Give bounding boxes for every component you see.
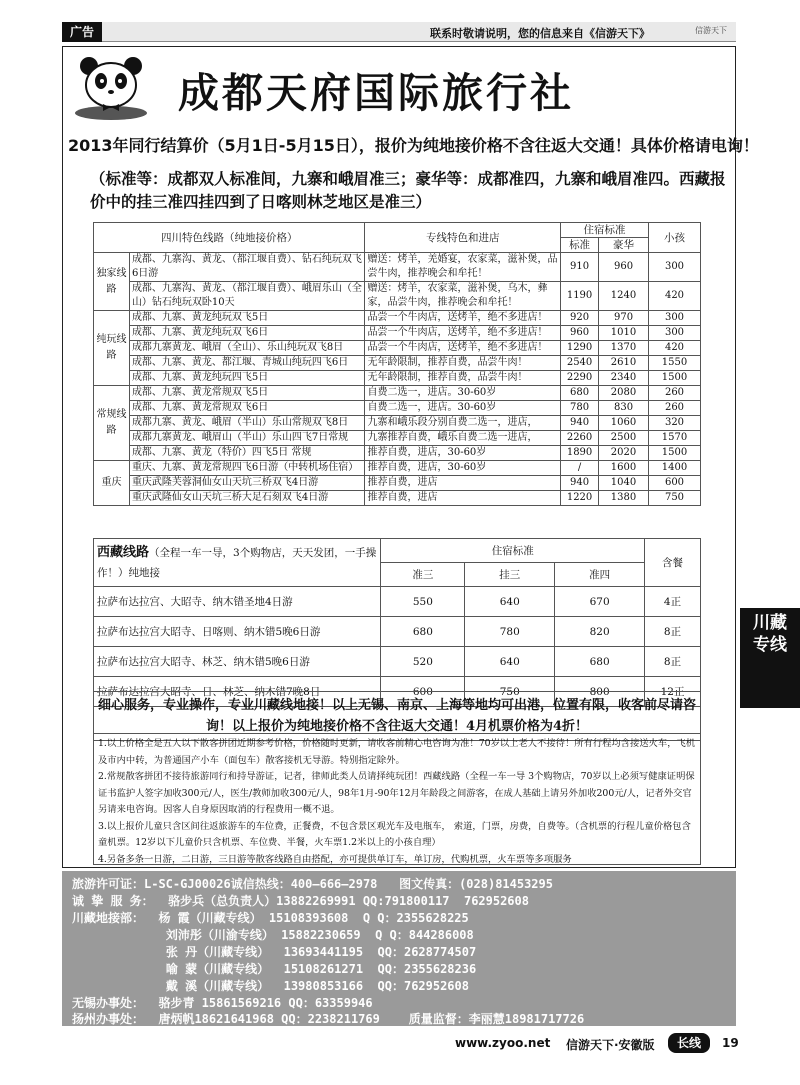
child-price: 1500 bbox=[649, 446, 701, 461]
standard-price: 940 bbox=[561, 416, 599, 431]
contact-line: 旅游许可证：L-SC-GJ00026诚信热线：400—666—2978 图文传真：(028)81453295 bbox=[72, 877, 553, 891]
route-cell: 成都九寨黄龙、峨眉（全山）、乐山纯玩双飞8日 bbox=[129, 341, 365, 356]
features-cell: 无年龄限制，推荐自费，品尝牛肉！ bbox=[365, 371, 561, 386]
contact-line: 诚 挚 服 务： 骆步兵（总负责人）13882269991 QQ:791800117 762952608 bbox=[72, 894, 529, 908]
price-zhunsi: 800 bbox=[555, 677, 645, 707]
source-notice: 联系时敬请说明，您的信息来自《信游天下》 bbox=[430, 27, 650, 40]
magazine-name: 信游天下·安徽版 bbox=[566, 1038, 655, 1052]
standard-note: （标准等：成都双人标准间，九寨和峨眉准三；豪华等：成都准四，九寨和峨眉准四。西藏报价中的挂三准四挂四到了日喀则林芝地区是准三） bbox=[90, 170, 726, 211]
page-number: 19 bbox=[722, 1036, 739, 1050]
tibet-route-cell: 拉萨布达拉宫大昭寺、日、林芝、纳木错7晚8日 bbox=[94, 677, 381, 707]
price-guasan: 750 bbox=[465, 677, 555, 707]
standard-price: / bbox=[561, 461, 599, 476]
child-price: 420 bbox=[649, 341, 701, 356]
standard-price: 910 bbox=[561, 253, 599, 282]
features-cell: 推荐自费，进店 bbox=[365, 476, 561, 491]
term-item: 1.以上价格全是五人以下散客拼团近期参考价格，价格随时更新，请收客前精心电咨询为准！70岁以上老人不接待！所有行程均含接送火车，飞机及市内中转，为普通国产小车（面包车）散客接机无导游。特别指定除外。 bbox=[98, 738, 696, 766]
route-cell: 成都、九寨、黄龙纯玩双飞6日 bbox=[129, 326, 365, 341]
child-price: 1400 bbox=[649, 461, 701, 476]
header-child: 小孩 bbox=[649, 223, 701, 253]
price-guasan: 640 bbox=[465, 587, 555, 617]
tibet-route-cell: 拉萨布达拉宫、大昭寺、纳木错圣地4日游 bbox=[94, 587, 381, 617]
table-row bbox=[94, 476, 701, 491]
term-item: 3.以上报价儿童只含区间往返旅游车的车位费，正餐费，不包含景区观光车及电瓶车， 索道，门票，房费，自费等。（含机票的行程儿童价格包含童机票。12岁以下儿童价只含机票、车位费、半餐，火车票1.2米以上的小孩自理） bbox=[98, 820, 691, 848]
price-zhunsan: 600 bbox=[381, 677, 465, 707]
contact-line: 戴 溪（川藏专线） 13980853166 QQ：762952608 bbox=[72, 979, 469, 993]
child-price: 320 bbox=[649, 416, 701, 431]
standard-price: 2290 bbox=[561, 371, 599, 386]
features-cell: 赠送：烤羊，羌婚宴，农家菜，滋补煲，品尝牛肉，推荐晚会和牟托！ bbox=[365, 253, 561, 282]
tibet-price-table bbox=[93, 538, 701, 707]
table-row bbox=[94, 282, 701, 311]
features-cell: 品尝一个牛肉店，送烤羊，绝不多进店！ bbox=[365, 311, 561, 326]
standard-price: 780 bbox=[561, 401, 599, 416]
contact-line: 刘沛彤（川渝专线） 15882230659 Q Q：844286008 bbox=[72, 928, 474, 942]
route-cell: 成都、九寨、黄龙常规双飞6日 bbox=[129, 401, 365, 416]
features-cell: 推荐自费，进店 bbox=[365, 491, 561, 506]
standard-price: 2540 bbox=[561, 356, 599, 371]
table-row bbox=[94, 341, 701, 356]
tibet-header-accommodation: 住宿标准 bbox=[381, 539, 645, 563]
table-row bbox=[94, 491, 701, 506]
route-cell: 成都九寨黄龙、峨眉山（半山）乐山四飞7日常规 bbox=[129, 431, 365, 446]
price-zhunsan: 520 bbox=[381, 647, 465, 677]
price-zhunsi: 820 bbox=[555, 617, 645, 647]
child-price: 600 bbox=[649, 476, 701, 491]
luxury-price: 1600 bbox=[599, 461, 649, 476]
standard-price: 2260 bbox=[561, 431, 599, 446]
section-badge: 长线 bbox=[668, 1033, 710, 1053]
features-cell: 品尝一个牛肉店，送烤羊，绝不多进店！ bbox=[365, 341, 561, 356]
child-price: 300 bbox=[649, 253, 701, 282]
luxury-price: 1380 bbox=[599, 491, 649, 506]
price-zhunsan: 550 bbox=[381, 587, 465, 617]
brand-mini-logo: 信游天下 bbox=[695, 26, 727, 35]
contact-line: 扬州办事处： 唐炳帆18621641968 QQ：2238211769 质量监督：李丽慧18981717726 bbox=[72, 1012, 585, 1026]
route-cell: 成都、九寨、黄龙纯玩四飞5日 bbox=[129, 371, 365, 386]
header-features: 专线特色和进店 bbox=[365, 223, 561, 253]
tibet-route-cell: 拉萨布达拉宫大昭寺、日喀则、纳木错5晚6日游 bbox=[94, 617, 381, 647]
route-cell: 成都、九寨、黄龙纯玩双飞5日 bbox=[129, 311, 365, 326]
term-item: 4.另备多条一日游，二日游，三日游等散客线路自由搭配，亦可提供单订车，单订房，代购机票，火车票等多项服务 bbox=[98, 853, 572, 865]
luxury-price: 1040 bbox=[599, 476, 649, 491]
child-price: 1550 bbox=[649, 356, 701, 371]
route-cell: 成都、九寨沟、黄龙、（都江堰自费）、峨眉乐山（全山）钻石纯玩双卧10天 bbox=[129, 282, 365, 311]
table-row bbox=[94, 446, 701, 461]
header-standard: 标准 bbox=[561, 238, 599, 253]
standard-price: 1190 bbox=[561, 282, 599, 311]
tibet-col-zhunsan: 准三 bbox=[381, 563, 465, 587]
features-cell: 品尝一个牛肉店，送烤羊，绝不多进店！ bbox=[365, 326, 561, 341]
standard-price: 960 bbox=[561, 326, 599, 341]
route-cell: 成都、九寨、黄龙（特价）四飞5日 常规 bbox=[129, 446, 365, 461]
tibet-header-meal: 含餐 bbox=[645, 539, 701, 587]
features-cell: 无年龄限制，推荐自费，品尝牛肉！ bbox=[365, 356, 561, 371]
price-subtitle: 2013年同行结算价（5月1日-5月15日），报价为纯地接价格不含往返大交通！具体价格请电询！ bbox=[68, 136, 759, 155]
contact-line: 张 丹（川藏专线） 13693441195 QQ：2628774507 bbox=[72, 945, 477, 959]
route-category: 重庆 bbox=[94, 461, 130, 506]
child-price: 260 bbox=[649, 401, 701, 416]
luxury-price: 2020 bbox=[599, 446, 649, 461]
luxury-price: 1060 bbox=[599, 416, 649, 431]
child-price: 300 bbox=[649, 326, 701, 341]
table-row bbox=[94, 386, 701, 401]
luxury-price: 2080 bbox=[599, 386, 649, 401]
features-cell: 赠送：烤羊，农家菜，滋补煲，乌木，彝家，品尝牛肉，推荐晚会和牟托！ bbox=[365, 282, 561, 311]
ad-label: 广告 bbox=[62, 22, 102, 42]
table-row bbox=[94, 416, 701, 431]
standard-price: 940 bbox=[561, 476, 599, 491]
luxury-price: 2340 bbox=[599, 371, 649, 386]
contact-panel bbox=[62, 871, 736, 1026]
side-tab-label: 川藏专线 bbox=[753, 613, 787, 655]
standard-price: 1290 bbox=[561, 341, 599, 356]
table-row bbox=[94, 617, 701, 647]
route-cell: 重庆武隆仙女山天坑三桥大足石刻双飞4日游 bbox=[129, 491, 365, 506]
table-row bbox=[94, 253, 701, 282]
service-note-box: 细心服务，专业操作，专业川藏线地接！以上无锡、南京、上海等地均可出港，位置有限，收客前尽请咨询！以上报价为纯地接价格不含往返大交通！4月机票价格为4折！ bbox=[93, 691, 701, 741]
standard-price: 920 bbox=[561, 311, 599, 326]
child-price: 1570 bbox=[649, 431, 701, 446]
meal-count: 8正 bbox=[645, 647, 701, 677]
header-luxury: 豪华 bbox=[599, 238, 649, 253]
luxury-price: 1010 bbox=[599, 326, 649, 341]
luxury-price: 1370 bbox=[599, 341, 649, 356]
tibet-route-cell: 拉萨布达拉宫大昭寺、林芝、纳木错5晚6日游 bbox=[94, 647, 381, 677]
route-category: 纯玩线路 bbox=[94, 311, 130, 386]
child-price: 750 bbox=[649, 491, 701, 506]
standard-price: 680 bbox=[561, 386, 599, 401]
route-cell: 重庆、九寨、黄龙常规四飞6日游（中转机场住宿） bbox=[129, 461, 365, 476]
contact-line: 无锡办事处： 骆步青 15861569216 QQ：63359946 bbox=[72, 996, 373, 1010]
table-row bbox=[94, 311, 701, 326]
meal-count: 12正 bbox=[645, 677, 701, 707]
standard-price: 1220 bbox=[561, 491, 599, 506]
agency-title: 成都天府国际旅行社 bbox=[178, 69, 574, 117]
luxury-price: 960 bbox=[599, 253, 649, 282]
terms-box bbox=[93, 733, 701, 865]
side-tab bbox=[740, 608, 800, 708]
route-cell: 成都、九寨、黄龙常规双飞5日 bbox=[129, 386, 365, 401]
tibet-title-note: （全程一车一导，3个购物店，天天发团，一手操作！）纯地接 bbox=[97, 546, 377, 579]
contact-line: 川藏地接部： 杨 霞（川藏专线） 15108393608 Q Q：2355628225 bbox=[72, 911, 469, 925]
website-link[interactable]: www.zyoo.net bbox=[455, 1036, 551, 1050]
route-category: 常规线路 bbox=[94, 386, 130, 461]
tibet-col-zhunsi: 准四 bbox=[555, 563, 645, 587]
sichuan-price-table bbox=[93, 222, 701, 506]
header-route: 四川特色线路（纯地接价格） bbox=[94, 223, 365, 253]
child-price: 260 bbox=[649, 386, 701, 401]
tibet-title: 西藏线路 bbox=[97, 544, 150, 560]
table-row bbox=[94, 587, 701, 617]
price-zhunsan: 680 bbox=[381, 617, 465, 647]
header-accommodation: 住宿标准 bbox=[561, 223, 649, 238]
features-cell: 推荐自费，进店，30-60岁 bbox=[365, 446, 561, 461]
features-cell: 九寨推荐自费，峨乐自费二选一进店， bbox=[365, 431, 561, 446]
table-row bbox=[94, 461, 701, 476]
luxury-price: 1240 bbox=[599, 282, 649, 311]
tibet-col-guasan: 挂三 bbox=[465, 563, 555, 587]
panda-logo-icon bbox=[72, 55, 150, 121]
table-row bbox=[94, 647, 701, 677]
standard-price: 1890 bbox=[561, 446, 599, 461]
table-row bbox=[94, 371, 701, 386]
table-row bbox=[94, 356, 701, 371]
route-cell: 成都、九寨沟、黄龙、（都江堰自费）、钻石纯玩双飞6日游 bbox=[129, 253, 365, 282]
route-cell: 成都九寨、黄龙、峨眉（半山）乐山常规双飞8日 bbox=[129, 416, 365, 431]
route-cell: 成都、九寨、黄龙、都江堰、青城山纯玩四飞6日 bbox=[129, 356, 365, 371]
table-row bbox=[94, 401, 701, 416]
features-cell: 自费二选一，进店。30-60岁 bbox=[365, 386, 561, 401]
contact-line: 喻 蒙（川藏专线） 15108261271 QQ：2355628236 bbox=[72, 962, 477, 976]
table-row bbox=[94, 326, 701, 341]
route-cell: 重庆武隆芙蓉洞仙女山天坑三桥双飞4日游 bbox=[129, 476, 365, 491]
child-price: 300 bbox=[649, 311, 701, 326]
luxury-price: 2610 bbox=[599, 356, 649, 371]
route-category: 独家线路 bbox=[94, 253, 130, 311]
luxury-price: 970 bbox=[599, 311, 649, 326]
luxury-price: 2500 bbox=[599, 431, 649, 446]
term-item: 2.常规散客拼团不接待旅游同行和持导游证，记者，律师此类人员请择纯玩团！西藏线路（全程一车一导 3个购物店，70岁以上必须写健康证明保证书监护人签字加收300元/人，医生/教师加收300元/人，98年1月-90年12月年龄段之间游客，在成人基础上请另外加收200元/人，记者外交官另请来电咨询。因客人自身原因取消的行程费用一概不退。 bbox=[98, 771, 695, 815]
price-guasan: 780 bbox=[465, 617, 555, 647]
child-price: 1500 bbox=[649, 371, 701, 386]
features-cell: 九寨和峨乐段分别自费二选一，进店， bbox=[365, 416, 561, 431]
price-zhunsi: 680 bbox=[555, 647, 645, 677]
price-zhunsi: 670 bbox=[555, 587, 645, 617]
meal-count: 8正 bbox=[645, 617, 701, 647]
features-cell: 推荐自费，进店，30-60岁 bbox=[365, 461, 561, 476]
price-guasan: 640 bbox=[465, 647, 555, 677]
table-row bbox=[94, 431, 701, 446]
meal-count: 4正 bbox=[645, 587, 701, 617]
luxury-price: 830 bbox=[599, 401, 649, 416]
features-cell: 自费二选一，进店。30-60岁 bbox=[365, 401, 561, 416]
child-price: 420 bbox=[649, 282, 701, 311]
